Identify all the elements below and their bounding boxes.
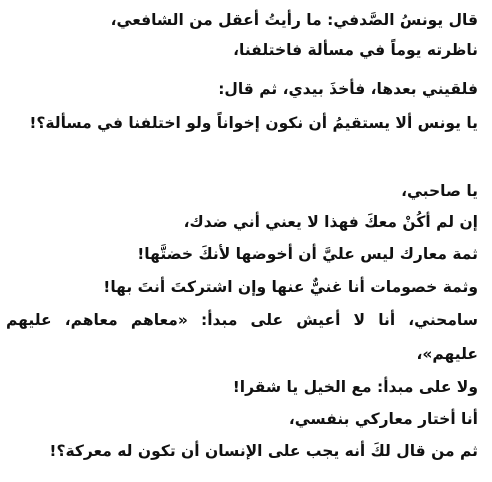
- text-line: فلقيني بعدها، فأخذَ بيدي، ثم قال:: [218, 80, 478, 98]
- text-line: قال يونسُ الصَّدفي: ما رأيتُ أعقل من الشافعي،: [110, 11, 478, 29]
- text-line: وثمة خصومات أنا غنيٌّ عنها وإن اشتركتَ أنتَ بها!: [103, 278, 478, 296]
- text-line: ثم من قال لكَ أنه يجب على الإنسان أن تكون له معركة؟!: [49, 442, 478, 460]
- text-line: ثمة معارك ليس عليَّ أن أخوضها لأنكَ خضتَّها!: [137, 245, 478, 263]
- text-line: ولا على مبدأ: مع الخيل يا شقرا!: [232, 378, 478, 396]
- text-line: إن لم أكُنْ معكَ فهذا لا يعني أني ضدك،: [183, 213, 478, 231]
- text-line: ناظرته يوماً في مسألة فاختلفنا،: [233, 41, 478, 59]
- text-line: أنا أختار معاركي بنفسي،: [288, 410, 478, 428]
- text-line: سامحني، أنا لا أعيش على مبدأ: «معاهم معاهم، عليهم: [6, 311, 478, 329]
- text-line: يا يونس ألا يستقيمُ أن نكون إخواناً ولو اختلفنا في مسألة؟!: [29, 114, 478, 132]
- text-line: يا صاحبي،: [401, 182, 478, 200]
- text-line: عليهم»،: [416, 345, 478, 363]
